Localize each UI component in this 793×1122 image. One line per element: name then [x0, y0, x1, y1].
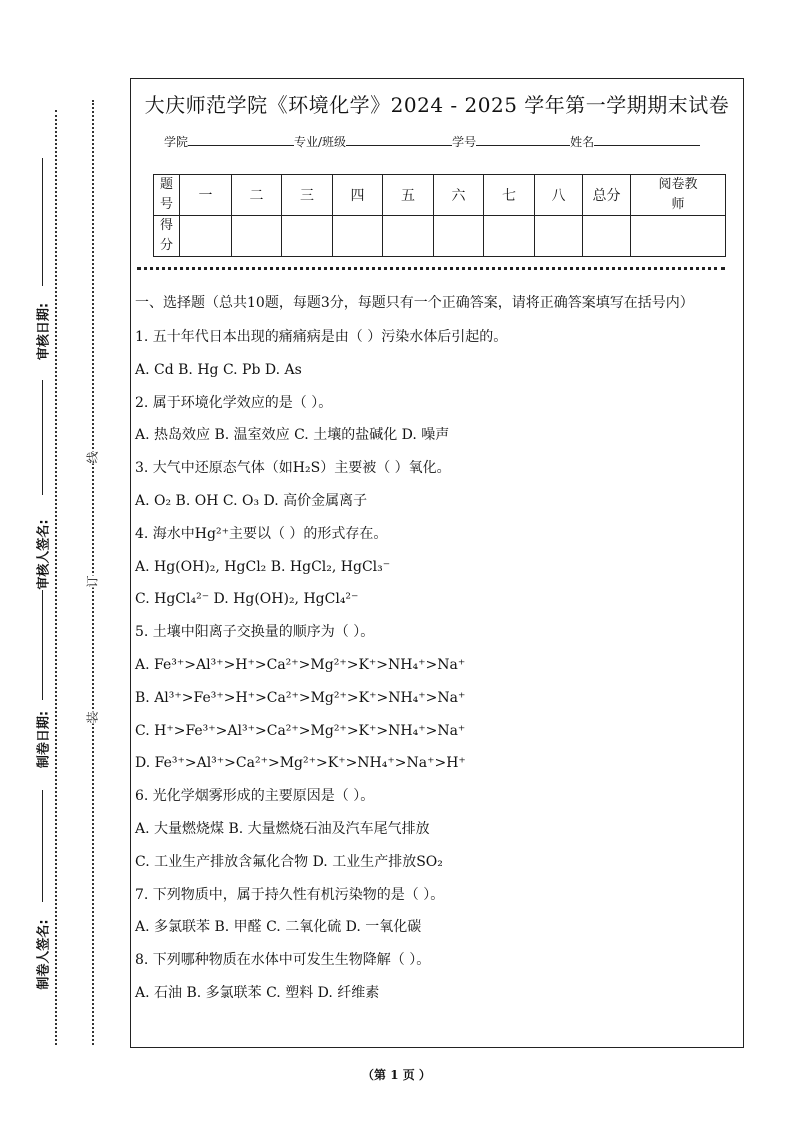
question-1-options: A. Cd B. Hg C. Pb D. As: [135, 361, 302, 378]
score-table: [153, 174, 726, 257]
question-4-options-ab: A. Hg(OH)₂, HgCl₂ B. HgCl₂, HgCl₃⁻: [135, 558, 391, 575]
reviewer-sign-line: [42, 380, 43, 495]
score-table-header-row: [154, 175, 726, 216]
name-label: 姓名: [570, 135, 595, 149]
question-4-options-cd: C. HgCl₄²⁻ D. Hg(OH)₂, HgCl₄²⁻: [135, 591, 359, 608]
col-header: 一: [180, 175, 232, 216]
col-header: 四: [333, 175, 383, 216]
score-cell[interactable]: [180, 216, 232, 257]
question-2: 2. 属于环境化学效应的是（ ）。: [135, 394, 333, 411]
review-date-line: [42, 158, 43, 286]
question-5: 5. 土壤中阳离子交换量的顺序为（ ）。: [135, 624, 375, 641]
student-info-row: [164, 133, 700, 150]
col-header: 二: [232, 175, 282, 216]
question-7-options: A. 多氯联苯 B. 甲醛 C. 二氧化硫 D. 一氧化碳: [135, 919, 422, 936]
score-table-score-row: [154, 216, 726, 257]
score-cell[interactable]: [232, 216, 282, 257]
score-cell[interactable]: [434, 216, 484, 257]
student-id-label: 学号: [452, 135, 477, 149]
outer-dotted-line: [55, 110, 57, 1045]
col-header: 三: [282, 175, 333, 216]
question-8: 8. 下列哪种物质在水体中可发生生物降解（ ）。: [135, 952, 431, 969]
score-cell-grader[interactable]: [631, 216, 726, 257]
question-3-options: A. O₂ B. OH C. O₃ D. 高价金属离子: [135, 492, 368, 509]
question-7: 7. 下列物质中，属于持久性有机污染物的是（ ）。: [135, 886, 445, 903]
review-date-label: 审核日期:: [36, 302, 52, 361]
row-label-question-no: 题号: [154, 175, 180, 216]
question-6: 6. 光化学烟雾形成的主要原因是（ ）。: [135, 788, 375, 805]
exam-frame: [130, 78, 744, 1048]
bind-char-zhuang: 装: [82, 711, 103, 723]
col-header: 六: [434, 175, 484, 216]
question-4: 4. 海水中Hg²⁺主要以（ ）的形式存在。: [135, 525, 388, 542]
col-header: 五: [383, 175, 434, 216]
question-2-options: A. 热岛效应 B. 温室效应 C. 土壤的盐碱化 D. 噪声: [135, 427, 450, 444]
maker-sign-line: [42, 790, 43, 902]
maker-date-line: [42, 590, 43, 700]
section-divider: [137, 267, 725, 270]
reviewer-sign-label: 审核人签名:: [36, 519, 52, 590]
question-3: 3. 大气中还原态气体（如H₂S）主要被（ ）氧化。: [135, 460, 451, 477]
col-header: 八: [535, 175, 583, 216]
page-number: （第 1 页 ）: [362, 1068, 431, 1082]
col-header: 七: [484, 175, 535, 216]
college-label: 学院: [164, 135, 189, 149]
score-cell[interactable]: [383, 216, 434, 257]
question-6-options-ab: A. 大量燃烧煤 B. 大量燃烧石油及汽车尾气排放: [135, 820, 430, 837]
major-class-label: 专业/班级: [294, 135, 347, 149]
bind-char-xian: 线: [82, 451, 103, 463]
section-heading: 一、选择题（总共10题，每题3分，每题只有一个正确答案，请将正确答案填写在括号内）: [135, 295, 694, 311]
name-blank[interactable]: [594, 133, 700, 146]
question-5-option-c: C. H⁺>Fe³⁺>Al³⁺>Ca²⁺>Mg²⁺>K⁺>NH₄⁺>Na⁺: [135, 722, 466, 739]
exam-title: 大庆师范学院《环境化学》2024 - 2025 学年第一学期期末试卷: [144, 93, 730, 117]
col-header-grader: 阅卷教师: [631, 175, 726, 216]
row-label-score: 得分: [154, 216, 180, 257]
question-5-option-a: A. Fe³⁺>Al³⁺>H⁺>Ca²⁺>Mg²⁺>K⁺>NH₄⁺>Na⁺: [135, 656, 466, 673]
score-cell[interactable]: [333, 216, 383, 257]
major-class-blank[interactable]: [346, 133, 452, 146]
question-8-options: A. 石油 B. 多氯联苯 C. 塑料 D. 纤维素: [135, 984, 380, 1001]
maker-date-label: 制卷日期:: [36, 710, 52, 769]
student-id-blank[interactable]: [476, 133, 570, 146]
score-cell[interactable]: [282, 216, 333, 257]
col-header-total: 总分: [583, 175, 631, 216]
score-cell[interactable]: [484, 216, 535, 257]
college-blank[interactable]: [188, 133, 294, 146]
score-cell-total[interactable]: [583, 216, 631, 257]
bind-char-ding: 订: [82, 575, 103, 587]
inner-dotted-line: [92, 100, 94, 1045]
question-5-option-b: B. Al³⁺>Fe³⁺>H⁺>Ca²⁺>Mg²⁺>K⁺>NH₄⁺>Na⁺: [135, 689, 466, 706]
question-5-option-d: D. Fe³⁺>Al³⁺>Ca²⁺>Mg²⁺>K⁺>NH₄⁺>Na⁺>H⁺: [135, 755, 466, 772]
section-1-choice-questions: [135, 291, 735, 1010]
question-1: 1. 五十年代日本出现的痛痛病是由（ ）污染水体后引起的。: [135, 329, 508, 345]
maker-sign-label: 制卷人签名:: [36, 919, 52, 990]
question-6-options-cd: C. 工业生产排放含氟化合物 D. 工业生产排放SO₂: [135, 853, 443, 870]
score-cell[interactable]: [535, 216, 583, 257]
